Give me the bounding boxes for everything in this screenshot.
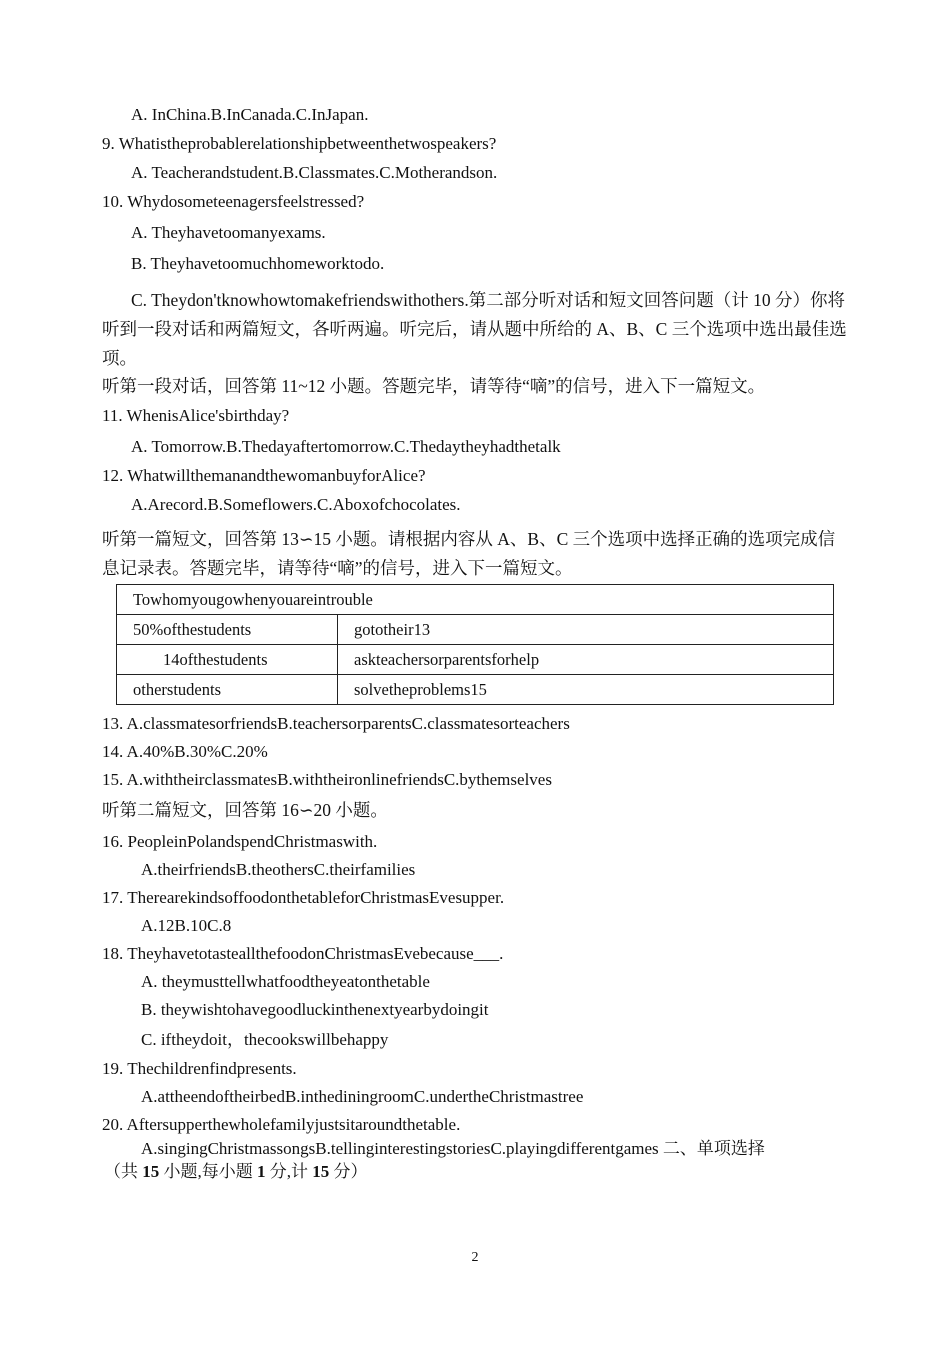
- q18-option-a: A. theymusttellwhatfoodtheyeatonthetable: [141, 972, 430, 991]
- info-record-table: [116, 584, 834, 705]
- question-19: 19. Thechildrenfindpresents.: [102, 1059, 297, 1078]
- question-16: 16. PeopleinPolandspendChristmaswith.: [102, 832, 378, 851]
- q16-options: A.theirfriendsB.theothersC.theirfamilies: [141, 860, 416, 879]
- q20-options: A.singingChristmassongsB.tellinginterestingstoriesC.playingdifferentgames 二、单项选择: [141, 1139, 765, 1158]
- question-20: 20. Aftersupperthewholefamilyjustsitaroundthetable.: [102, 1115, 461, 1134]
- table-header: Towhomyougowhenyouareintrouble: [117, 585, 834, 615]
- question-12: 12. WhatwillthemanandthewomanbuyforAlice?: [102, 466, 426, 485]
- q8-options: A. InChina.B.InCanada.C.InJapan.: [131, 105, 369, 124]
- question-18: 18. TheyhavetotasteallthefoodonChristmasEvebecause___.: [102, 944, 504, 963]
- question-14: 14. A.40%B.30%C.20%: [102, 742, 268, 761]
- dialog-instructions: 听第一段对话，回答第 11~12 小题。答题完毕，请等待“嘀”的信号，进入下一篇短文。: [102, 376, 766, 396]
- question-9: 9. Whatistheprobablerelationshipbetweenthetwospeakers?: [102, 134, 497, 153]
- table-row: [117, 645, 834, 675]
- q18-option-c: C. iftheydoit，thecookswillbehappy: [141, 1030, 389, 1049]
- table-row: [117, 615, 834, 645]
- question-17: 17. TherearekindsoffoodonthetableforChristmasEvesupper.: [102, 888, 505, 907]
- table-cell-who: 50%ofthestudents: [117, 615, 338, 645]
- question-13: 13. A.classmatesorfriendsB.teachersorparentsC.classmatesorteachers: [102, 714, 570, 733]
- q10-option-b: B. Theyhavetoomuchhomeworktodo.: [131, 254, 385, 273]
- passage2-instructions: 听第二篇短文，回答第 16∽20 小题。: [102, 800, 388, 820]
- section2-header: （共 15 小题,每小题 1 分,计 15 分）: [104, 1162, 368, 1181]
- q18-option-b: B. theywishtohavegoodluckinthenextyearbydoingit: [141, 1000, 489, 1019]
- table-row: [117, 675, 834, 705]
- passage1-instructions: 听第一篇短文，回答第 13∽15 小题。请根据内容从 A、B、C 三个选项中选择正确的选项完成信息记录表。答题完毕，请等待“嘀”的信号，进入下一篇短文。: [102, 529, 836, 578]
- q10-option-a: A. Theyhavetoomanyexams.: [131, 223, 326, 242]
- q9-options: A. Teacherandstudent.B.Classmates.C.Motherandson.: [131, 163, 498, 182]
- question-10: 10. Whydosometeenagersfeelstressed?: [102, 192, 365, 211]
- q10-option-c-and-part2-instructions: C. Theydon'tknowhowtomakefriendswithothers.第二部分听对话和短文回答问题（计 10 分）你将听到一段对话和两篇短文，各听两遍。听完后，请从题中所给的 A、B、C 三个选项中选出最佳选项。: [102, 290, 847, 368]
- q12-options: A.Arecord.B.Someflowers.C.Aboxofchocolates.: [131, 495, 461, 514]
- table-cell-what: solvetheproblems15: [338, 675, 834, 705]
- q11-options: A. Tomorrow.B.Thedayaftertomorrow.C.Thedaytheyhadthetalk: [131, 437, 561, 456]
- question-11: 11. WhenisAlice'sbirthday?: [102, 406, 290, 425]
- table-cell-what: askteachersorparentsforhelp: [338, 645, 834, 675]
- table-cell-who: 14ofthestudents: [117, 645, 338, 675]
- q17-options: A.12B.10C.8: [141, 916, 232, 935]
- question-15: 15. A.withtheirclassmatesB.withtheironlinefriendsC.bythemselves: [102, 770, 552, 789]
- page-number: 2: [471, 1250, 479, 1265]
- table-header-row: [117, 585, 834, 615]
- q19-options: A.attheendoftheirbedB.inthediningroomC.undertheChristmastree: [141, 1087, 584, 1106]
- table-cell-who: otherstudents: [117, 675, 338, 705]
- table-cell-what: gototheir13: [338, 615, 834, 645]
